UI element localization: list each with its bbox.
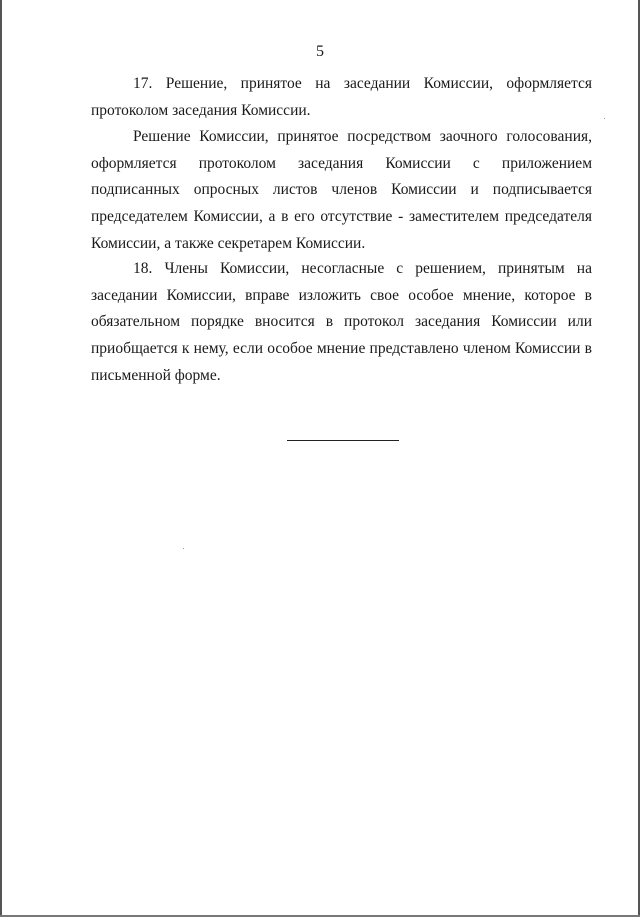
page-number: 5 [316,43,324,60]
scan-speck [183,548,184,549]
end-separator-line [287,440,399,441]
scan-edge-left [0,0,2,917]
scan-speck [604,118,605,119]
paragraph-17-continued: Решение Комиссии, принятое посредством заочного голосования, оформляется протоколом заседания Комиссии с приложением подписанных опросных листов членов Комиссии и подписывается председателем Комиссии, а в его отсутствие - заместителем председателя Комиссии, а также секретарем Комиссии. [91,128,592,252]
paragraph-18: 18. Члены Комиссии, несогласные с решением, принятым на заседании Комиссии, вправе изложить свое особое мнение, которое в обязательном порядке вносится в протокол заседания Комиссии или приобщается к нему, если особое мнение представлено членом Комиссии в письменной форме. [91,260,592,384]
paragraph-17: 17. Решение, принятое на заседании Комиссии, оформляется протоколом заседания Комиссии. [91,75,592,119]
